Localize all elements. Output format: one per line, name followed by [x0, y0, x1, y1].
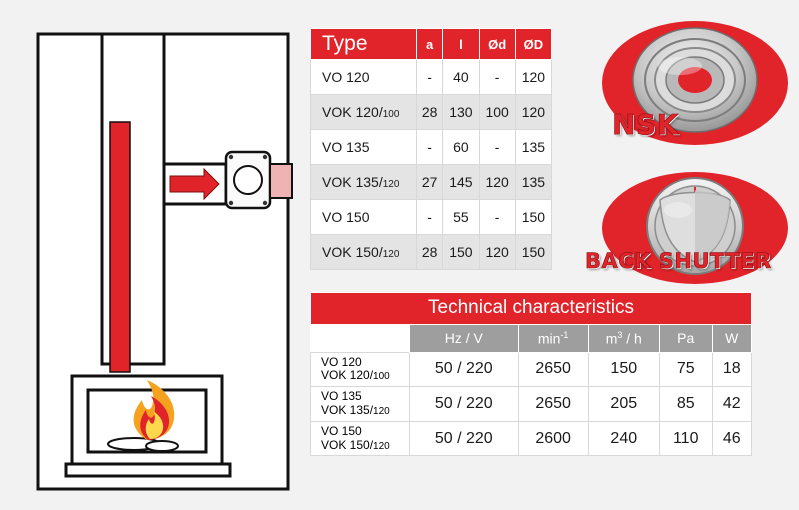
tech-model-line2: VOK 150/ — [321, 437, 374, 452]
fireplace-hearth — [66, 464, 230, 476]
tech-cell-hzv: 50 / 220 — [410, 421, 519, 456]
tech-model-line2: VOK 120/ — [321, 368, 374, 383]
fan-screw-icon — [263, 155, 267, 159]
tech-header-flow-exp: 3 — [617, 330, 623, 340]
spec-row-type-text: VOK 135/ — [322, 174, 383, 190]
spec-cell-D: 120 — [515, 95, 551, 130]
tech-model-cell — [311, 387, 410, 422]
spec-table-header-row — [311, 29, 552, 60]
spec-cell-a: - — [417, 200, 443, 235]
back-shutter-label: BACK SHUTTER — [585, 249, 772, 273]
spec-cell-D: 150 — [515, 235, 551, 270]
tech-cell-pa: 110 — [659, 421, 712, 456]
bearing-highlight — [658, 57, 702, 75]
dimensions-table — [310, 28, 552, 270]
spec-cell-l: 60 — [443, 130, 479, 165]
table-row — [311, 387, 752, 422]
spec-header-a: a — [417, 29, 443, 60]
spec-header-d-small: Ød — [479, 29, 515, 60]
spec-row-type-text: VO 135 — [322, 139, 370, 155]
spec-header-l: l — [443, 29, 479, 60]
table-row — [311, 130, 552, 165]
spec-cell-l: 150 — [443, 235, 479, 270]
table-row — [311, 95, 552, 130]
tech-model-cell — [311, 352, 410, 387]
spec-row-type — [311, 235, 417, 270]
spec-row-type — [311, 130, 417, 165]
spec-row-type — [311, 95, 417, 130]
spec-row-type — [311, 200, 417, 235]
tech-cell-rpm: 2650 — [518, 352, 588, 387]
tech-header-rpm — [518, 325, 588, 353]
spec-row-type-sub: 120 — [382, 179, 400, 190]
tech-header-blank — [311, 325, 410, 353]
spec-cell-D: 135 — [515, 165, 551, 200]
tech-model-line2: VOK 135/ — [321, 403, 374, 418]
spec-cell-a: - — [417, 130, 443, 165]
tech-title-row — [311, 293, 752, 325]
flue-liner — [110, 122, 130, 372]
spec-cell-a: - — [417, 60, 443, 95]
spec-row-type-text: VOK 120/ — [322, 104, 383, 120]
fan-screw-icon — [263, 201, 267, 205]
tech-title: Technical characteristics — [311, 293, 752, 325]
tech-header-flow-rest: / h — [626, 330, 642, 347]
spec-cell-D: 135 — [515, 130, 551, 165]
back-shutter-photo — [600, 170, 790, 295]
fireplace-diagram — [14, 12, 304, 502]
table-row — [311, 165, 552, 200]
tech-header-rpm-exp: -1 — [560, 330, 569, 340]
nsk-label: NSK — [612, 108, 679, 141]
spec-cell-a: 27 — [417, 165, 443, 200]
spec-cell-l: 145 — [443, 165, 479, 200]
tech-model-line2-sub: 120 — [373, 406, 390, 418]
spec-row-type — [311, 165, 417, 200]
tech-cell-w: 46 — [712, 421, 751, 456]
tech-cell-flow: 150 — [588, 352, 659, 387]
shutter-highlight — [664, 202, 692, 218]
spec-cell-d: 100 — [479, 95, 515, 130]
spec-cell-l: 55 — [443, 200, 479, 235]
outlet-stub — [270, 164, 292, 198]
spec-row-type-sub: 120 — [382, 249, 400, 260]
spec-row-type — [311, 60, 417, 95]
tech-cell-rpm: 2600 — [518, 421, 588, 456]
fan-unit-circle — [234, 166, 262, 194]
tech-cell-hzv: 50 / 220 — [410, 352, 519, 387]
spec-cell-d: - — [479, 200, 515, 235]
fan-screw-icon — [229, 201, 233, 205]
table-row — [311, 200, 552, 235]
back-shutter-badge — [600, 170, 790, 295]
tech-model-line2-sub: 120 — [373, 440, 390, 452]
fan-screw-icon — [229, 155, 233, 159]
fireplace-diagram-panel — [14, 12, 304, 502]
tech-header-row — [311, 325, 752, 353]
spec-cell-d: 120 — [479, 235, 515, 270]
tech-cell-w: 18 — [712, 352, 751, 387]
spec-row-type-sub: 100 — [382, 109, 400, 120]
table-row — [311, 421, 752, 456]
tech-header-flow-text: m — [605, 330, 618, 347]
tech-header-hzv: Hz / V — [410, 325, 519, 353]
tech-cell-w: 42 — [712, 387, 751, 422]
spec-row-type-text: VO 120 — [322, 69, 370, 85]
tech-header-rpm-text: min — [537, 330, 561, 347]
tech-header-w: W — [712, 325, 751, 353]
tech-header-flow — [588, 325, 659, 353]
tech-model-line1: VO 120 — [321, 354, 362, 369]
table-row — [311, 235, 552, 270]
spec-cell-a: 28 — [417, 235, 443, 270]
tech-cell-flow: 205 — [588, 387, 659, 422]
tech-model-line2-sub: 100 — [373, 371, 390, 383]
spec-cell-l: 130 — [443, 95, 479, 130]
spec-header-type: Type — [311, 29, 417, 60]
technical-characteristics-table — [310, 292, 752, 456]
spec-cell-d: - — [479, 60, 515, 95]
tech-model-line1: VO 135 — [321, 389, 362, 404]
table-row — [311, 60, 552, 95]
tech-header-pa: Pa — [659, 325, 712, 353]
spec-cell-D: 150 — [515, 200, 551, 235]
spec-row-type-text: VOK 150/ — [322, 244, 383, 260]
table-row — [311, 352, 752, 387]
spec-header-d-large: ØD — [515, 29, 551, 60]
tech-cell-hzv: 50 / 220 — [410, 387, 519, 422]
spec-cell-l: 40 — [443, 60, 479, 95]
tech-model-cell — [311, 421, 410, 456]
spec-cell-a: 28 — [417, 95, 443, 130]
spec-cell-d: - — [479, 130, 515, 165]
spec-cell-D: 120 — [515, 60, 551, 95]
tech-cell-pa: 85 — [659, 387, 712, 422]
spec-row-type-text: VO 150 — [322, 209, 370, 225]
tech-cell-flow: 240 — [588, 421, 659, 456]
tech-model-line1: VO 150 — [321, 423, 362, 438]
tech-cell-rpm: 2650 — [518, 387, 588, 422]
tech-cell-pa: 75 — [659, 352, 712, 387]
spec-cell-d: 120 — [479, 165, 515, 200]
